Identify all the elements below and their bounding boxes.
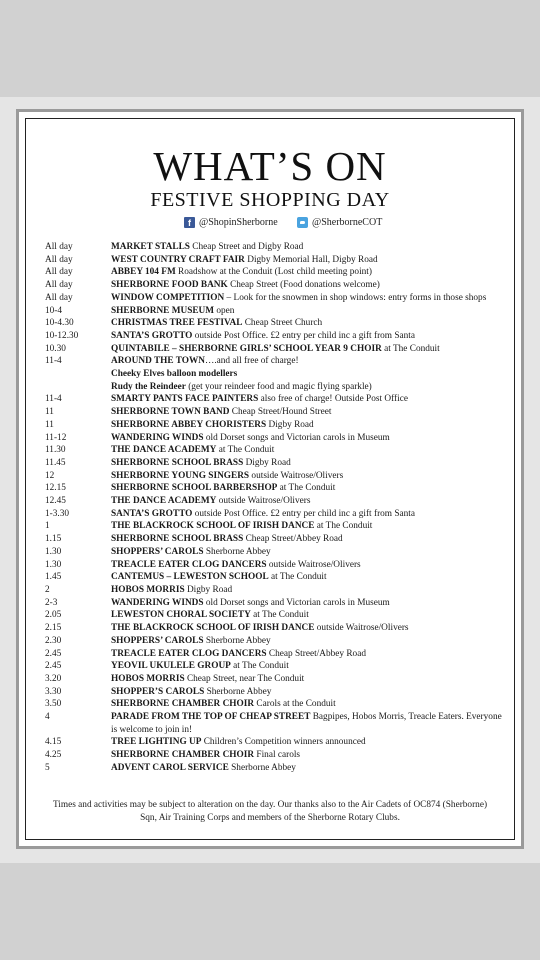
schedule-row	[45, 266, 507, 279]
schedule-time: 2.45	[45, 661, 62, 672]
schedule-event-name: SHERBORNE CHAMBER CHOIR	[111, 699, 255, 710]
schedule-event-detail: Cheap Street/Abbey Road	[243, 534, 343, 545]
schedule-row	[45, 330, 507, 343]
schedule-event-detail: ….and all free of charge!	[205, 356, 299, 367]
schedule-description	[111, 470, 507, 483]
schedule-row	[45, 444, 507, 457]
schedule-time: 11-4	[45, 356, 62, 367]
schedule-event-detail: Digby Road	[266, 419, 314, 430]
schedule-time: 4.15	[45, 737, 62, 748]
schedule-event-detail: old Dorset songs and Victorian carols in Museum	[203, 597, 390, 608]
schedule-event-name: THE DANCE ACADEMY	[111, 445, 217, 456]
schedule-event-detail: Sherborne Abbey	[204, 686, 272, 697]
schedule-event-name: Rudy the Reindeer	[111, 381, 186, 392]
schedule-description	[111, 482, 507, 495]
schedule-row	[45, 279, 507, 292]
schedule-event-detail: Bagpipes, Hobos Morris, Treacle Eaters. Everyone is welcome to join in!	[111, 712, 502, 735]
schedule-row	[45, 648, 507, 661]
facebook-icon: f	[184, 217, 195, 228]
schedule-row	[45, 482, 507, 495]
schedule-time: All day	[45, 242, 73, 252]
schedule-event-detail: at The Conduit	[314, 521, 373, 532]
facebook-handle	[184, 217, 278, 228]
schedule-row	[45, 571, 507, 584]
schedule-description	[111, 419, 507, 432]
footer-note: Times and activities may be subject to alteration on the day. Our thanks also to the Air Cadets of OC874 (Sherborne) Sqn, Air Training Corps and members of the Sherborne Rotary Clubs.	[52, 800, 488, 823]
schedule-event-detail: at The Conduit	[230, 661, 289, 672]
schedule-description	[111, 292, 507, 305]
schedule-event-name: SHERBORNE ABBEY CHORISTERS	[111, 419, 267, 430]
schedule-event-detail: Digby Memorial Hall, Digby Road	[244, 254, 378, 265]
schedule-row	[45, 546, 507, 559]
schedule-time: All day	[45, 267, 73, 278]
schedule-event-detail: Cheap Street, near The Conduit	[184, 673, 305, 684]
schedule-event-detail: at The Conduit	[277, 483, 336, 494]
schedule-description	[111, 330, 507, 343]
schedule-row	[45, 457, 507, 470]
schedule-event-name: SHOPPER’S CAROLS	[111, 686, 205, 697]
schedule-row	[45, 317, 507, 330]
schedule-description	[111, 711, 507, 736]
schedule-description	[111, 648, 507, 661]
schedule-row	[45, 406, 507, 419]
schedule-event-detail: outside Waitrose/Olivers	[266, 559, 361, 570]
schedule-time: 11-12	[45, 432, 67, 443]
schedule-event-name: SHERBORNE TOWN BAND	[111, 407, 230, 418]
schedule-event-name: Cheeky Elves balloon modellers	[111, 369, 238, 380]
schedule-event-detail: Cheap Street/Abbey Road	[266, 648, 366, 659]
schedule-time: All day	[45, 280, 73, 291]
schedule-event-name: SHERBORNE SCHOOL BARBERSHOP	[111, 483, 278, 494]
schedule-event-detail: at The Conduit	[381, 343, 440, 354]
schedule-row	[45, 241, 507, 254]
schedule-description	[111, 736, 507, 749]
schedule-row	[45, 622, 507, 635]
schedule-event-name: TREACLE EATER CLOG DANCERS	[111, 648, 267, 659]
schedule-row	[45, 673, 507, 686]
schedule-event-name: CHRISTMAS TREE FESTIVAL	[111, 318, 243, 329]
schedule-time: 1-3.30	[45, 508, 70, 519]
schedule-row	[45, 660, 507, 673]
schedule-event-detail: Sherborne Abbey	[203, 546, 271, 557]
schedule-event-detail: Digby Road	[184, 584, 233, 595]
schedule-event-detail: Cheap Street/Hound Street	[229, 407, 332, 418]
schedule-event-detail: Cheap Street and Digby Road	[189, 242, 304, 252]
schedule-description	[111, 266, 507, 279]
schedule-row	[45, 292, 507, 305]
schedule-time: 11	[45, 407, 54, 418]
schedule-description	[111, 559, 507, 572]
schedule-row	[45, 635, 507, 648]
schedule-event-detail: – Look for the snowmen in shop windows: entry forms in those shops	[224, 292, 487, 303]
schedule-time: 12.15	[45, 483, 66, 494]
schedule-event-name: SANTA’S GROTTO	[111, 508, 193, 519]
schedule-time: 1	[45, 521, 50, 532]
schedule-description	[111, 254, 507, 267]
schedule-description	[111, 520, 507, 533]
poster-inner-frame	[25, 118, 515, 840]
schedule-event-detail: Children’s Competition winners announced	[201, 737, 366, 748]
schedule-row	[45, 762, 507, 775]
schedule-description	[111, 584, 507, 597]
schedule-row	[45, 686, 507, 699]
schedule-description	[111, 279, 507, 292]
schedule-time: 3.50	[45, 699, 62, 710]
schedule-time: 2.45	[45, 648, 62, 659]
schedule-event-name: WANDERING WINDS	[111, 597, 204, 608]
schedule-description	[111, 660, 507, 673]
schedule-time: 2.15	[45, 623, 62, 634]
schedule-time: 11-4	[45, 394, 62, 405]
schedule-description	[111, 317, 507, 330]
schedule-time: 2.30	[45, 635, 62, 646]
schedule-time: 1.30	[45, 546, 62, 557]
schedule-event-name: THE BLACKROCK SCHOOL OF IRISH DANCE	[111, 623, 315, 634]
schedule-event-detail: outside Waitrose/Olivers	[314, 623, 409, 634]
schedule-event-detail: at The Conduit	[268, 572, 327, 583]
schedule-event-name: THE BLACKROCK SCHOOL OF IRISH DANCE	[111, 521, 315, 532]
schedule-event-detail: Final carols	[254, 750, 301, 761]
schedule-time: 10-4	[45, 305, 63, 316]
schedule-event-detail: outside Post Office. £2 entry per child inc a gift from Santa	[192, 508, 416, 519]
schedule-description	[111, 698, 507, 711]
schedule-description	[111, 762, 507, 775]
poster	[0, 97, 540, 863]
schedule-time: 4	[45, 712, 50, 723]
schedule-description	[111, 508, 507, 521]
schedule-row	[45, 381, 507, 394]
schedule-event-name: HOBOS MORRIS	[111, 584, 185, 595]
schedule-row	[45, 305, 507, 318]
schedule-event-detail: at The Conduit	[250, 610, 309, 621]
schedule-event-detail: outside Post Office. £2 entry per child inc a gift from Santa	[192, 330, 416, 341]
schedule-event-name: AROUND THE TOWN	[111, 356, 206, 367]
schedule-row	[45, 368, 507, 381]
schedule-row	[45, 698, 507, 711]
schedule-description	[111, 546, 507, 559]
schedule-event-detail: outside Waitrose/Olivers	[249, 470, 344, 481]
schedule-description	[111, 305, 507, 318]
top-letterbox	[0, 0, 540, 97]
schedule-description	[111, 432, 507, 445]
schedule-time: 3.30	[45, 686, 62, 697]
bottom-letterbox	[0, 863, 540, 960]
schedule-event-name: SHERBORNE FOOD BANK	[111, 280, 228, 291]
schedule-description	[111, 393, 507, 406]
schedule-row	[45, 609, 507, 622]
schedule-event-name: THE DANCE ACADEMY	[111, 496, 217, 507]
schedule-event-name: YEOVIL UKULELE GROUP	[111, 661, 231, 672]
schedule-description	[111, 749, 507, 762]
schedule-event-detail: Carols at the Conduit	[254, 699, 336, 710]
schedule-event-name: PARADE FROM THE TOP OF CHEAP STREET	[111, 712, 311, 723]
schedule-row	[45, 393, 507, 406]
schedule-time: 12	[45, 470, 55, 481]
schedule-time: 1.45	[45, 572, 62, 583]
schedule-description	[111, 241, 507, 254]
page-subtitle: FESTIVE SHOPPING DAY	[150, 189, 390, 211]
schedule-row	[45, 508, 507, 521]
schedule-event-name: ADVENT CAROL SERVICE	[111, 762, 229, 773]
schedule-time: 2	[45, 584, 50, 595]
schedule-description	[111, 343, 507, 356]
schedule-description	[111, 635, 507, 648]
twitter-icon	[297, 217, 308, 228]
schedule-description	[111, 609, 507, 622]
schedule-event-name: CANTEMUS – LEWESTON SCHOOL	[111, 572, 269, 583]
schedule-event-name: MARKET STALLS	[111, 242, 190, 252]
schedule-event-name: SHERBORNE YOUNG SINGERS	[111, 470, 250, 481]
twitter-handle	[297, 217, 382, 228]
schedule-event-name: SHERBORNE MUSEUM	[111, 305, 215, 316]
schedule-row	[45, 749, 507, 762]
schedule-time: 10.30	[45, 343, 66, 354]
schedule-description	[111, 355, 507, 368]
schedule-row	[45, 597, 507, 610]
schedule-time: 2-3	[45, 597, 58, 608]
schedule-time: 11	[45, 419, 54, 430]
schedule-row	[45, 495, 507, 508]
schedule-time: 12.45	[45, 496, 66, 507]
schedule-event-detail: also free of charge! Outside Post Office	[258, 394, 408, 405]
schedule-time: 1.30	[45, 559, 62, 570]
schedule-time: All day	[45, 254, 73, 265]
schedule-row	[45, 432, 507, 445]
schedule-event-detail: old Dorset songs and Victorian carols in Museum	[203, 432, 390, 443]
schedule-time: All day	[45, 292, 73, 303]
schedule-event-name: TREACLE EATER CLOG DANCERS	[111, 559, 267, 570]
schedule-event-detail: Cheap Street (Food donations welcome)	[227, 280, 380, 291]
poster-outer-frame	[16, 109, 524, 849]
schedule-event-detail: Sherborne Abbey	[203, 635, 271, 646]
schedule-event-name: TREE LIGHTING UP	[111, 737, 202, 748]
social-handles	[26, 217, 514, 231]
schedule-row	[45, 559, 507, 572]
schedule-description	[111, 368, 507, 381]
schedule-row	[45, 355, 507, 368]
schedule-time: 4.25	[45, 750, 62, 761]
schedule-event-name: SMARTY PANTS FACE PAINTERS	[111, 394, 259, 405]
schedule-event-name: SANTA’S GROTTO	[111, 330, 193, 341]
schedule-description	[111, 622, 507, 635]
schedule-event-name: QUINTABILE – SHERBORNE GIRLS’ SCHOOL YEAR 9 CHOIR	[111, 343, 382, 354]
schedule-description	[111, 495, 507, 508]
schedule-event-name: HOBOS MORRIS	[111, 673, 185, 684]
schedule-event-detail: at The Conduit	[216, 445, 275, 456]
schedule-event-name: SHERBORNE CHAMBER CHOIR	[111, 750, 255, 761]
schedule-description	[111, 406, 507, 419]
schedule-event-name: SHERBORNE SCHOOL BRASS	[111, 534, 244, 545]
schedule-description	[111, 381, 507, 394]
schedule-time: 3.20	[45, 673, 62, 684]
schedule-event-name: WEST COUNTRY CRAFT FAIR	[111, 254, 245, 265]
schedule-description	[111, 597, 507, 610]
schedule-event-name: SHOPPERS’ CAROLS	[111, 635, 204, 646]
schedule-row	[45, 470, 507, 483]
schedule-event-detail: Cheap Street Church	[242, 318, 323, 329]
schedule-row	[45, 343, 507, 356]
schedule-event-detail: Sherborne Abbey	[228, 762, 296, 773]
schedule-event-detail: outside Waitrose/Olivers	[216, 496, 311, 507]
schedule-row	[45, 533, 507, 546]
schedule-event-detail: (get your reindeer food and magic flying sparkle)	[185, 381, 372, 392]
schedule-event-name: ABBEY 104 FM	[111, 267, 176, 278]
schedule-row	[45, 520, 507, 533]
schedule-time: 1.15	[45, 534, 62, 545]
schedule-description	[111, 533, 507, 546]
schedule-event-name: WINDOW COMPETITION	[111, 292, 225, 303]
schedule-list	[45, 241, 507, 775]
schedule-event-name: SHOPPERS’ CAROLS	[111, 546, 204, 557]
schedule-event-name: LEWESTON CHORAL SOCIETY	[111, 610, 251, 621]
schedule-description	[111, 457, 507, 470]
schedule-event-detail: open	[214, 305, 235, 316]
page-title: WHAT’S ON	[153, 143, 387, 189]
schedule-event-detail: Digby Road	[243, 457, 291, 468]
schedule-event-name: SHERBORNE SCHOOL BRASS	[111, 457, 244, 468]
schedule-event-detail: Roadshow at the Conduit (Lost child meeting point)	[175, 267, 372, 278]
schedule-time: 10-4.30	[45, 318, 74, 329]
schedule-time: 2.05	[45, 610, 62, 621]
schedule-row	[45, 584, 507, 597]
schedule-description	[111, 444, 507, 457]
schedule-row	[45, 736, 507, 749]
schedule-time: 11.30	[45, 445, 66, 456]
schedule-row	[45, 254, 507, 267]
schedule-time: 11.45	[45, 457, 66, 468]
schedule-description	[111, 673, 507, 686]
schedule-event-name: WANDERING WINDS	[111, 432, 204, 443]
schedule-description	[111, 571, 507, 584]
schedule-row	[45, 711, 507, 736]
schedule-row	[45, 419, 507, 432]
schedule-time: 5	[45, 762, 50, 773]
schedule-time: 10-12.30	[45, 330, 79, 341]
facebook-handle-text: @ShopinSherborne	[199, 217, 278, 228]
schedule-description	[111, 686, 507, 699]
twitter-handle-text: @SherborneCOT	[312, 217, 383, 228]
